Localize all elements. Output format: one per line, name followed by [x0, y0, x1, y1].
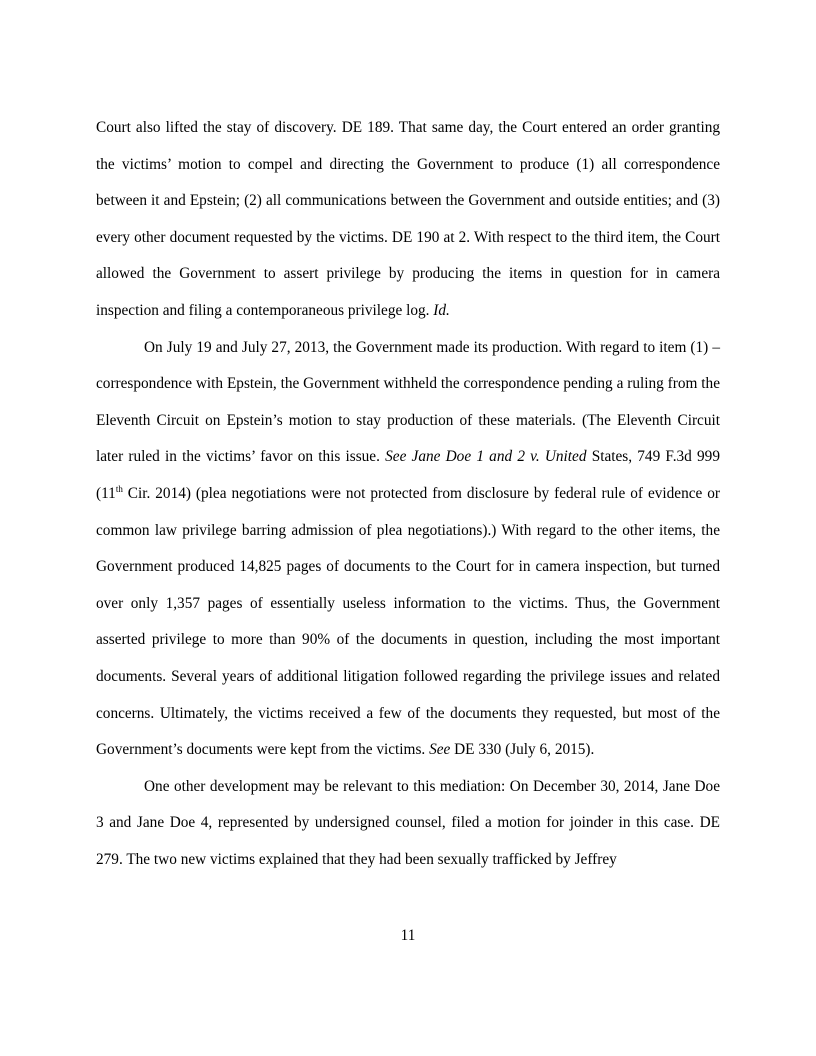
paragraph-2-text-a: On July 19 and July 27, 2013, the Government made its production. With regard to item (1) – correspondence with Epstein, the Government withheld the correspondence pending a ruling from the Eleventh Circuit on Epstein’s motion to stay production of these materials. (The Eleventh Circuit later ruled in the victims’ favor on this issue.: [96, 338, 720, 466]
paragraph-1: [96, 110, 720, 330]
paragraph-2: [96, 330, 720, 769]
case-citation: See Jane Doe 1 and 2 v. United: [385, 448, 587, 466]
paragraph-3-text: One other development may be relevant to this mediation: On December 30, 2014, Jane Doe 3 and Jane Doe 4, represented by undersigned counsel, filed a motion for joinder in this case. DE 279. The two new victims explained that they had been sexually trafficked by Jeffrey: [96, 777, 720, 868]
document-body: [96, 110, 720, 878]
paragraph-1-text: Court also lifted the stay of discovery. DE 189. That same day, the Court entered an order granting the victims’ motion to compel and directing the Government to produce (1) all correspondence between it and Epstein; (2) all communications between the Government and outside entities; and (3) every other document requested by the victims. DE 190 at 2. With respect to the third item, the Court allowed the Government to assert privilege by producing the items in question for in camera inspection and filing a contemporaneous privilege log.: [96, 119, 720, 319]
paragraph-2-text-b: States, 749 F.3d 999 (11: [96, 448, 720, 502]
paragraph-2-text-d: DE 330 (July 6, 2015).: [450, 741, 595, 759]
ordinal-superscript: th: [115, 483, 123, 494]
see-signal: See: [429, 741, 451, 759]
page-number: 11: [400, 927, 416, 944]
id-citation: Id.: [433, 301, 450, 319]
paragraph-3: [96, 769, 720, 879]
paragraph-2-text-c: Cir. 2014) (plea negotiations were not protected from disclosure by federal rule of evidence or common law privilege barring admission of plea negotiations).) With regard to the other items, the Government produced 14,825 pages of documents to the Court for in camera inspection, but turned over only 1,357 pages of essentially useless information to the victims. Thus, the Government asserted privilege to more than 90% of the documents in question, including the most important documents. Several years of additional litigation followed regarding the privilege issues and related concerns. Ultimately, the victims received a few of the documents they requested, but most of the Government’s documents were kept from the victims.: [96, 484, 720, 759]
